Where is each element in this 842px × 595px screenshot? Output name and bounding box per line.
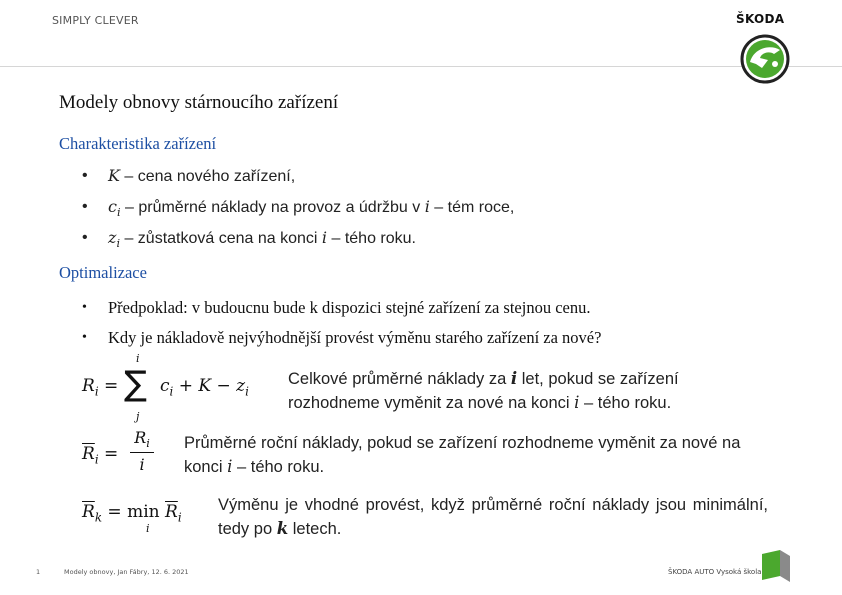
formula-minimum-description: Výměnu je vhodné provést, když průměrné roční náklady jsou minimální, tedy po k letech. — [218, 496, 768, 538]
formula-total-cost: $R_i$ = i ∑ j $c_i + K - z_i$ — [82, 352, 249, 423]
school-flag-icon — [760, 550, 792, 582]
formula-minimum: $\overline{R}_k = \min \overline{R}_i$ i — [82, 502, 182, 535]
header-divider — [0, 66, 842, 67]
formula-average-cost: $\overline{R}_i$ = $\frac{R_i}{i}$ — [82, 428, 182, 484]
list-item: • $z_i$ – zůstatková cena na konci i – tého roku. — [82, 226, 514, 257]
list-item: • Kdy je nákladově nejvýhodnější provést výměnu starého zařízení za nové? — [82, 326, 601, 356]
page-title: Modely obnovy stárnoucího zařízení — [59, 92, 339, 113]
section-heading-characteristics: Charakteristika zařízení — [59, 134, 217, 153]
footer-author: Modely obnovy, Jan Fábry, 12. 6. 2021 — [64, 568, 189, 576]
formula-average-cost-description: Průměrné roční náklady, pokud se zařízení rozhodneme vyměnit za nové na konci i – tého roku. — [184, 434, 741, 476]
characteristics-list — [82, 164, 514, 257]
slogan: SIMPLY CLEVER — [52, 14, 139, 27]
page-number: 1 — [36, 568, 41, 576]
footer-institution: ŠKODA AUTO Vysoká škola — [668, 568, 762, 576]
list-item: • $c_i$ – průměrné náklady na provoz a údržbu v i – tém roce, — [82, 195, 514, 226]
optimization-list — [82, 296, 601, 356]
skoda-logo-icon — [740, 34, 790, 84]
list-item: • Předpoklad: v budoucnu bude k dispozici stejné zařízení za stejnou cenu. — [82, 296, 601, 326]
brand-wordmark: ŠKODA — [736, 12, 785, 26]
list-item: • K – cena nového zařízení, — [82, 164, 514, 195]
formula-total-cost-description: Celkové průměrné náklady za i let, pokud se zařízení rozhodneme vyměnit za nové na konci i – tého roku. — [288, 369, 679, 412]
section-heading-optimization: Optimalizace — [59, 263, 147, 282]
